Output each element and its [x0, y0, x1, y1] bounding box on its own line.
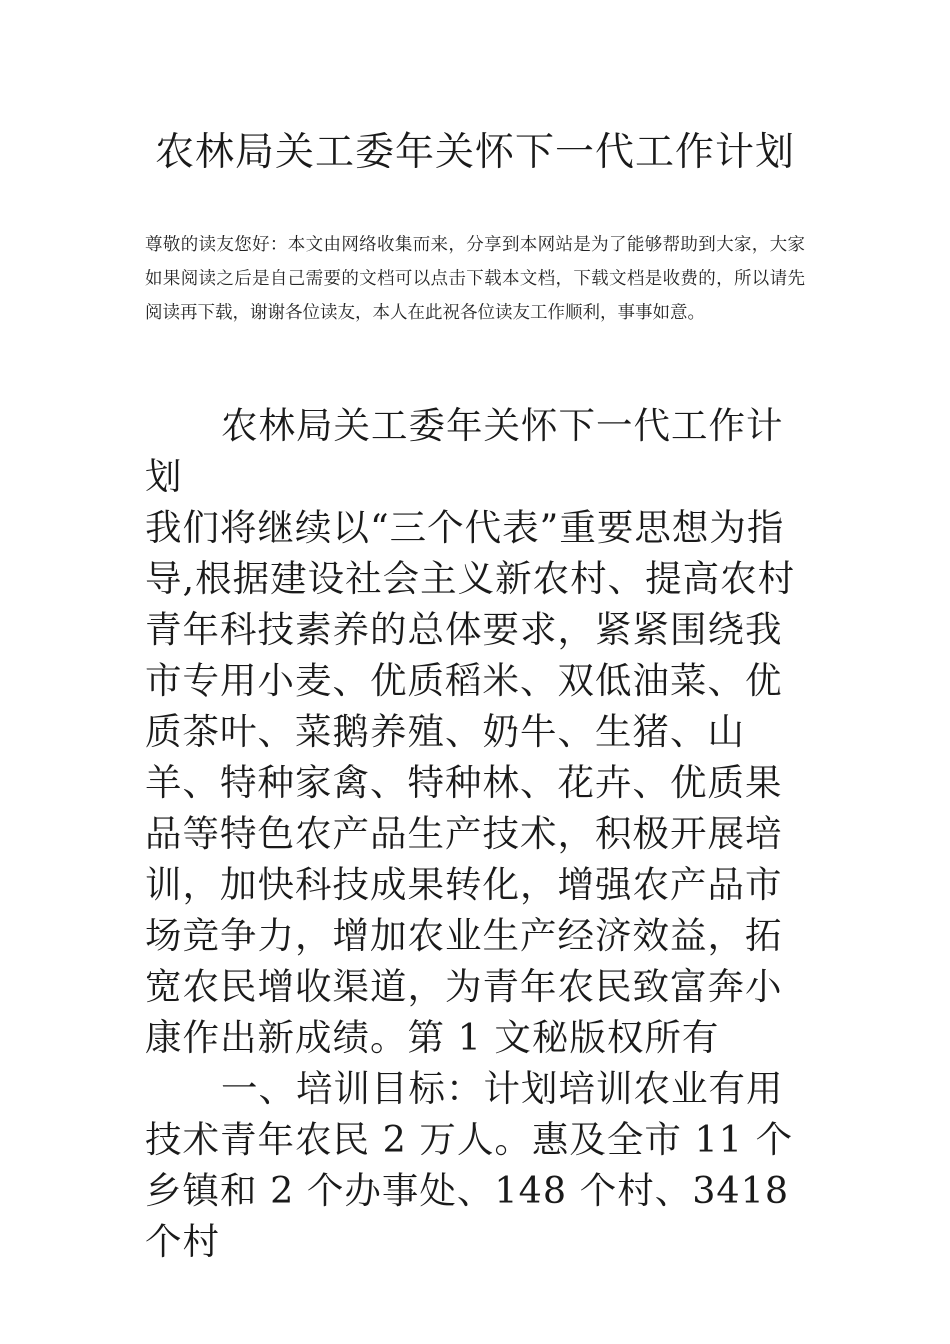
paragraph: 一、培训目标：计划培训农业有用技术青年农民 2 万人。惠及全市 11 个乡镇和 2 个办事处、148 个村、3418 个村 — [145, 1067, 794, 1263]
document-body — [145, 400, 805, 1267]
body-title: 农林局关工委年关怀下一代工作计划 — [145, 404, 784, 498]
reader-notice: 尊敬的读友您好：本文由网络收集而来，分享到本网站是为了能够帮助到大家，大家如果阅读之后是自己需要的文档可以点击下载本文档，下载文档是收费的，所以请先阅读再下载，谢谢各位读友，本人在此祝各位读友工作顺利，事事如意。 — [145, 235, 805, 323]
paragraph: 我们将继续以“三个代表”重要思想为指导,根据建设社会主义新农村、提高农村青年科技素养的总体要求，紧紧围绕我市专用小麦、优质稻米、双低油菜、优质茶叶、菜鹅养殖、奶牛、生猪、山羊、特种家禽、特种林、花卉、优质果品等特色农产品生产技术，积极开展培训，加快科技成果转化，增强农产品市场竞争力，增加农业生产经济效益，拓宽农民增收渠道，为青年农民致富奔小康作出新成绩。第 1 文秘版权所有 — [145, 506, 796, 1059]
document-title: 农林局关工委年关怀下一代工作计划 — [154, 130, 795, 175]
